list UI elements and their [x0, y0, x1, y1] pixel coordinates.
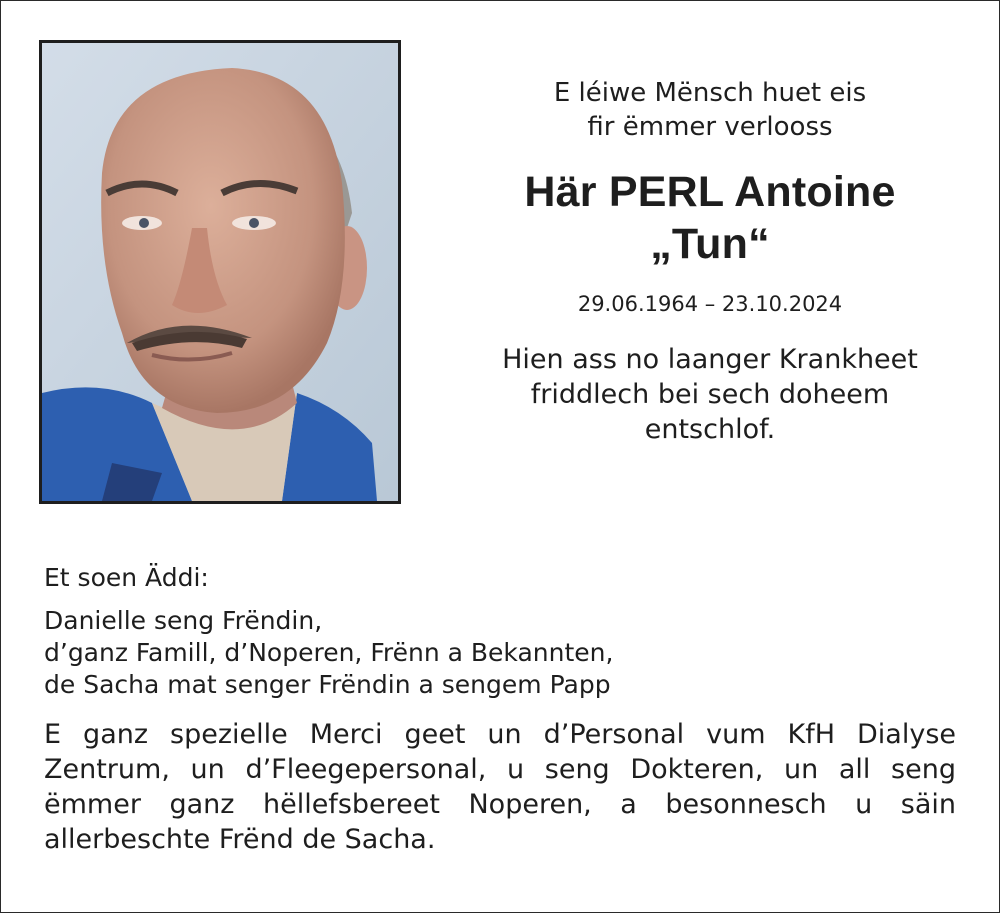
- intro-line-2: fir ëmmer verlooss: [587, 112, 833, 142]
- thanks-paragraph: E ganz spezielle Merci geet un d’Personal vum KfH Dialyse Zentrum, un d’Fleegepersonal, u seng Dokteren, un all seng ëmmer ganz hëllefsbereet Noperen, a besonnesch u säin allerbeschte Frënd de Sacha.: [44, 719, 956, 855]
- life-dates: 29.06.1964 – 23.10.2024: [577, 292, 843, 316]
- portrait-photo: [39, 40, 401, 504]
- passing-line-1: Hien ass no laanger Krankheet: [502, 344, 918, 375]
- survivors-label: Et soen Äddi:: [44, 563, 209, 592]
- deceased-name: Här PERL Antoine: [524, 168, 896, 216]
- survivors-list: [44, 605, 956, 701]
- header-text: [420, 76, 1000, 447]
- intro-text: [420, 76, 1000, 144]
- intro-line-1: E léiwe Mënsch huet eis: [553, 78, 867, 108]
- passing-text: [420, 342, 1000, 447]
- deceased-name-block: [420, 166, 1000, 270]
- passing-line-3: entschlof.: [644, 414, 776, 445]
- passing-line-2: friddlech bei sech doheem: [530, 379, 890, 410]
- survivor-line: d’ganz Famill, d’Noperen, Frënn a Bekannten,: [44, 638, 614, 667]
- survivor-line: de Sacha mat senger Frëndin a sengem Papp: [44, 670, 611, 699]
- survivor-line: Danielle seng Frëndin,: [44, 606, 323, 635]
- deceased-nickname: „Tun“: [650, 220, 770, 268]
- body-text: [44, 561, 956, 857]
